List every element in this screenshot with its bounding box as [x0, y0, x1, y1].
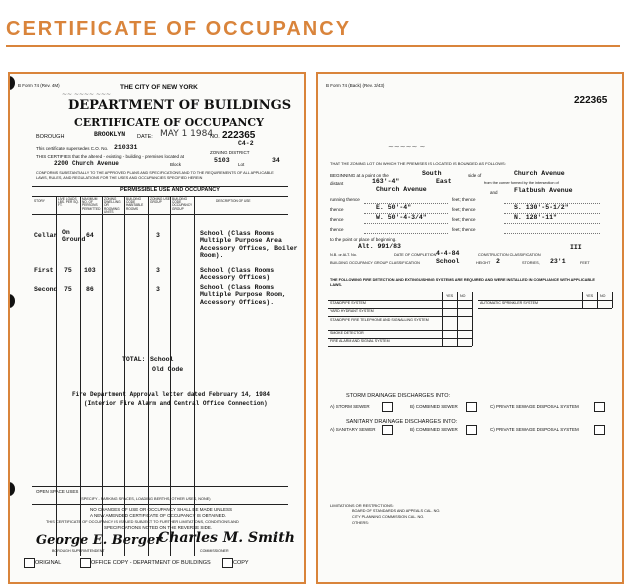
construction-label: CONSTRUCTION CLASSIFICATION [478, 253, 541, 257]
form-code: B Form 74 (Back) (Rev. 3/43) [326, 83, 385, 88]
street-one-repeat: Church Avenue [376, 186, 427, 193]
beginning-side: South [422, 170, 442, 177]
punch-hole [8, 482, 15, 496]
column-header: MAXIMUM NO. OF PERSONS PERMITTED [82, 197, 101, 211]
course-value: E. 50'-4" [376, 204, 412, 211]
office-copy-label: OFFICE COPY - DEPARTMENT OF BUILDINGS [91, 560, 211, 566]
block-value: 5103 [214, 157, 230, 164]
storm-option-a: A) STORM SEWER [330, 404, 370, 409]
course-value: N. 128'-11" [514, 214, 557, 221]
row-description: School (Class Rooms Multiple Purpose Room, Accessory Offices). [200, 284, 286, 306]
street-one: Church Avenue [514, 170, 565, 177]
alteration-number: Alt. 991/83 [358, 243, 401, 250]
system-row: STANDPIPE FIRE TELEPHONE AND SIGNALLING SYSTEM [330, 318, 429, 322]
column-header: ZONING DWELLING OR ROOMING UNITS [104, 197, 121, 214]
office-copy-checkbox [80, 558, 91, 568]
distant-label: distant [330, 181, 344, 186]
feet-label: feet; thence [452, 207, 476, 212]
blank-line [364, 233, 448, 234]
city-name: THE CITY OF NEW YORK [120, 84, 198, 91]
course-value: W. 50'-4-3/4" [376, 214, 427, 221]
storm-heading: STORM DRAINAGE DISCHARGES INTO: [346, 393, 451, 399]
address: 2200 Church Avenue [54, 160, 119, 167]
lot-value: 34 [272, 157, 280, 164]
distance-value: 163'-4" [372, 178, 400, 185]
supersedes-label: This certificate supersedes C.O. No. [36, 146, 109, 151]
course-value: S. 130'-5-1/2" [514, 204, 569, 211]
blank-line [504, 233, 600, 234]
bounded-text: THAT THE ZONING LOT ON WHICH THE PREMISES IS LOCATED IS BOUNDED AS FOLLOWS: [330, 161, 506, 166]
occupancy-value: School [436, 258, 460, 265]
row-persons: 64 [86, 232, 94, 239]
column-header: LIVE LOADS LBS. PER SQ. FT. [58, 197, 79, 208]
punch-hole [8, 76, 15, 90]
no-header: NO [600, 294, 606, 298]
row-use-group: 3 [156, 232, 160, 239]
thence-label: thence [330, 227, 344, 232]
original-label: ORIGINAL [35, 560, 62, 566]
total-value: School [150, 356, 174, 363]
commissioner-signature: Charles M. Smith [158, 530, 295, 546]
row-live-load: 75 [64, 286, 72, 293]
systems-grid-line [597, 292, 598, 308]
open-space-label: OPEN SPACE USES [36, 489, 79, 494]
copy-checkbox [222, 558, 233, 568]
no-header: NO [460, 294, 466, 298]
yes-header: YES [446, 294, 454, 298]
date-stamp: MAY 1 1984 [160, 129, 214, 139]
yes-header: YES [586, 294, 594, 298]
row-story: Second [34, 286, 58, 293]
row-live-load: On Ground [62, 229, 86, 244]
row-use-group: 3 [156, 286, 160, 293]
table-column-line [148, 196, 149, 556]
notice-line: THIS CERTIFICATE OF OCCUPANCY IS ISSUED SUBJECT TO FURTHER LIMITATIONS, CONDITIONS AND [46, 519, 239, 524]
superintendent-title: BOROUGH SUPERINTENDENT [52, 549, 105, 553]
cpc-label: CITY PLANNING COMMISSION CAL. NO. [352, 515, 425, 519]
blank-line [364, 223, 448, 224]
direction-value: East [436, 178, 452, 185]
feet-label: feet; thence [452, 197, 476, 202]
section-rule [32, 504, 288, 505]
supersedes-value: 210331 [114, 144, 138, 151]
storm-sewer-checkbox [382, 402, 393, 412]
sanitary-combined-checkbox [466, 425, 477, 435]
bsa-label: BOARD OF STANDARDS AND APPEALS CAL. NO. [352, 509, 441, 513]
borough-value: BROOKLYN [94, 131, 126, 138]
table-column-line [124, 196, 125, 556]
row-story: First [34, 267, 54, 274]
systems-grid-line [457, 292, 458, 346]
limitations-label: LIMITATIONS OR RESTRICTIONS: [330, 503, 394, 508]
height-label: HEIGHT [476, 261, 491, 265]
table-column-line [56, 196, 57, 556]
systems-grid-line [478, 308, 612, 309]
zoning-value: C4-2 [238, 140, 254, 147]
stories-label: STORIES, [522, 261, 540, 265]
copy-label: COPY [233, 560, 249, 566]
column-header: BUILDING CODE HABITABLE ROOMS [126, 197, 144, 211]
open-space-note: (SPECIFY - PARKING SPACES, LOADING BERTHS, OTHER USES, NONE) [80, 497, 211, 501]
table-rule [32, 214, 288, 215]
nb-label: N.B. or ALT. No. [330, 253, 357, 257]
stories-value: 23'1 [550, 258, 566, 265]
department-title: DEPARTMENT OF BUILDINGS [68, 98, 292, 113]
certificate-title: CERTIFICATE OF OCCUPANCY [74, 116, 265, 129]
block-label: Block [170, 162, 182, 167]
systems-grid-line [612, 292, 613, 308]
thence-label: thence [330, 207, 344, 212]
margin-notation: ~~ ~~~~ ~~~ [62, 91, 112, 98]
storm-option-c: C) PRIVATE SEWAGE DISPOSAL SYSTEM [490, 404, 579, 409]
beginning-label: BEGINNING at a point on the [330, 173, 389, 178]
column-header: DESCRIPTION OF USE [216, 199, 251, 203]
certificate-back-page [316, 72, 624, 584]
sanitary-private-checkbox [594, 425, 605, 435]
point-of-beginning: to the point or place of beginning. [330, 237, 397, 242]
row-use-group: 3 [156, 267, 160, 274]
feet-label: feet; thence [452, 227, 476, 232]
systems-grid-line [472, 292, 473, 346]
permissible-heading: PERMISSIBLE USE AND OCCUPANCY [120, 187, 220, 193]
original-checkbox [24, 558, 35, 568]
fire-department-approval: Fire Department Approval letter dated February 14, 1984 [72, 391, 271, 398]
notice-line: NO CHANGES OF USE OR OCCUPANCY SHALL BE MADE UNLESS [90, 507, 232, 512]
borough-label: BOROUGH [36, 134, 65, 140]
zoning-label: ZONING DISTRICT [210, 150, 250, 155]
date-label: DATE: [137, 134, 153, 140]
sanitary-heading: SANITARY DRAINAGE DISCHARGES INTO: [346, 419, 458, 425]
row-persons: 103 [84, 267, 96, 274]
row-story: Cellar [34, 232, 58, 239]
table-column-line [194, 196, 195, 556]
system-row: YARD HYDRANT SYSTEM [330, 309, 374, 313]
section-heading: CERTIFICATE OF OCCUPANCY [6, 18, 352, 40]
superintendent-signature: George E. Berger [36, 533, 163, 548]
sprinkler-row: AUTOMATIC SPRINKLER SYSTEM [480, 301, 538, 305]
side-of-label: side of [468, 173, 482, 178]
completion-value: 4-4-84 [436, 250, 460, 257]
storm-option-b: B) COMBINED SEWER [410, 404, 458, 409]
sanitary-sewer-checkbox [382, 425, 393, 435]
system-row: FIRE ALARM AND SIGNAL SYSTEM [330, 339, 390, 343]
sanitary-option-b: B) COMBINED SEWER [410, 427, 458, 432]
systems-grid-line [328, 346, 472, 347]
column-header: STORY [34, 199, 45, 203]
commissioner-title: COMMISSIONER [200, 549, 229, 553]
from-corner-text: from the corner formed by the intersection of [484, 181, 559, 185]
old-code: Old Code [152, 366, 184, 373]
row-persons: 86 [86, 286, 94, 293]
system-row: SMOKE DETECTOR [330, 331, 364, 335]
certificate-number: 222365 [222, 130, 256, 141]
conformance-text: CONFORMS SUBSTANTIALLY TO THE APPROVED PLANS AND SPECIFICATIONS AND TO THE REQUIREMENTS OF ALL APPLICABLE LAWS, RULES, AND REGULATIONS FOR THE USES AND OCCUPANCIES SPECIFIED HEREIN [36, 171, 274, 180]
and-label: and [490, 190, 498, 195]
column-header: BUILDING CODE OCCUPANCY GROUP [172, 197, 193, 211]
feet-word: FEET [580, 261, 590, 265]
margin-notation: ~~~~~ ~ [388, 143, 426, 151]
storm-combined-checkbox [466, 402, 477, 412]
completion-label: DATE OF COMPLETION [394, 253, 437, 257]
heading-rule [6, 45, 620, 47]
form-code: B Form 74 (Rev. 4M) [18, 83, 60, 88]
systems-grid-line [442, 292, 443, 346]
total-label: TOTAL: [122, 356, 146, 363]
table-column-line [102, 196, 103, 556]
table-column-line [170, 196, 171, 556]
system-row: STANDPIPE SYSTEM [330, 301, 366, 305]
no-label: NO. [210, 134, 220, 140]
column-header: ZONING USE GROUP [150, 197, 170, 205]
certificate-front-page [8, 72, 306, 584]
feet-label: feet; thence [452, 217, 476, 222]
lot-label: Lot [238, 162, 245, 167]
notice-line: SPECIFICATIONS NOTED ON THE REVERSE SIDE. [104, 525, 213, 530]
construction-value: III [570, 244, 582, 251]
systems-grid-line [328, 316, 472, 317]
sanitary-option-a: A) SANITARY SEWER [330, 427, 376, 432]
fire-systems-heading: THE FOLLOWING FIRE DETECTION AND EXTINGUISHING SYSTEMS ARE REQUIRED AND WERE INSTALLED IN COMPLIANCE WITH APPLICABLE LAWS. [330, 278, 595, 287]
table-column-line [80, 196, 81, 556]
height-value: 2 [496, 258, 500, 265]
row-description: School (Class Rooms Multiple Purpose Area Accessory Offices, Boiler Room). [200, 230, 298, 260]
notice-line: A NEW AMENDED CERTIFICATE OF OCCUPANCY IS OBTAINED. [90, 513, 227, 518]
row-description: School (Class Rooms Accessory Offices) [200, 267, 275, 282]
street-two: Flatbush Avenue [514, 187, 573, 194]
thence-label: thence [330, 217, 344, 222]
row-live-load: 75 [64, 267, 72, 274]
running-label: running thence [330, 197, 360, 202]
occupancy-label: BUILDING OCCUPANCY GROUP CLASSIFICATION [330, 261, 420, 265]
certifies-text: THIS CERTIFIES that the altered - existing - building - premises located at [36, 154, 184, 159]
blank-line [504, 223, 600, 224]
storm-private-checkbox [594, 402, 605, 412]
section-rule [32, 486, 288, 487]
systems-grid-line [582, 292, 583, 308]
others-label: OTHERS: [352, 521, 369, 525]
sanitary-option-c: C) PRIVATE SEWAGE DISPOSAL SYSTEM [490, 427, 579, 432]
fire-alarm-note: (Interior Fire Alarm and Central Office Connection) [84, 400, 268, 407]
punch-hole [8, 294, 15, 308]
certificate-number: 222365 [574, 95, 608, 106]
